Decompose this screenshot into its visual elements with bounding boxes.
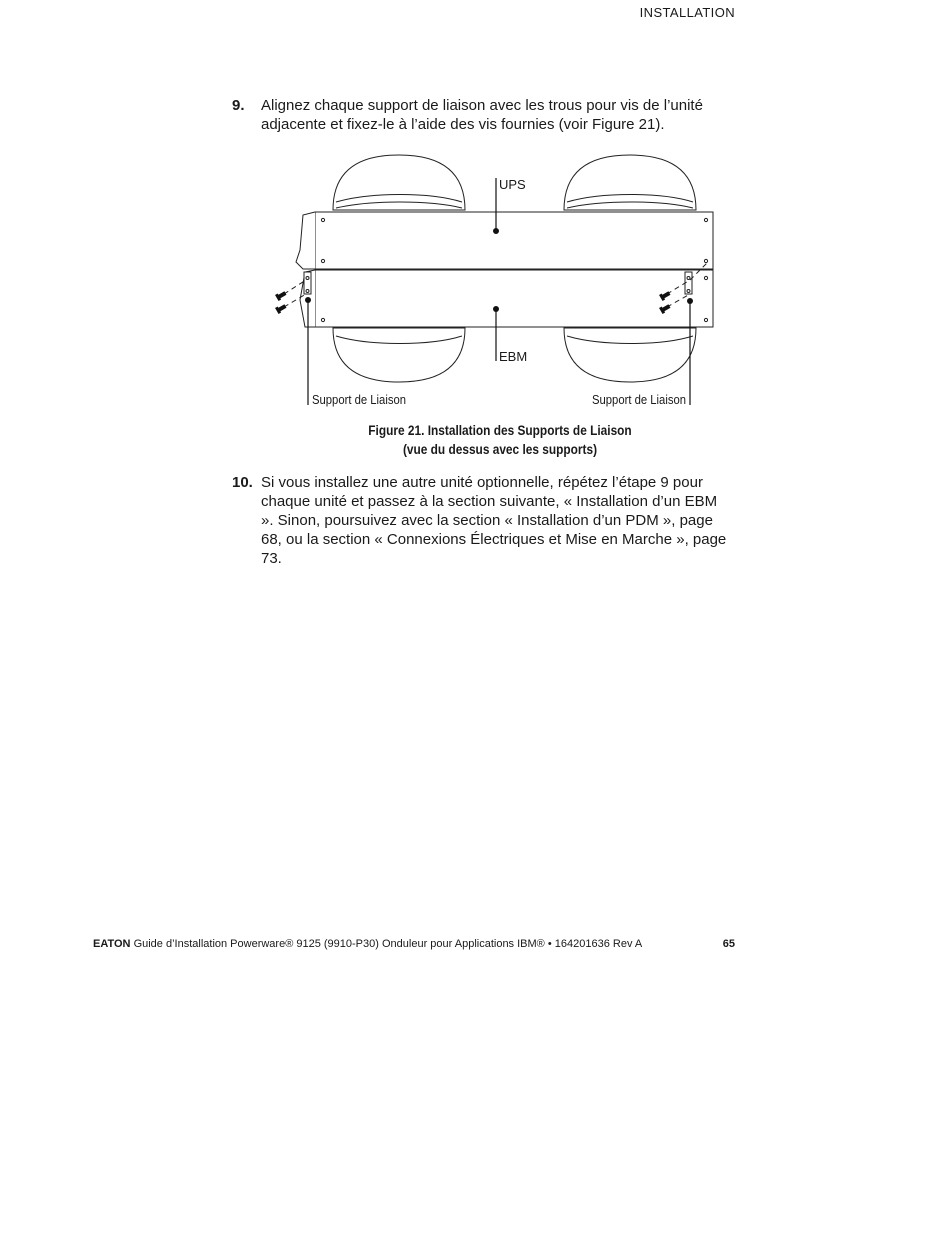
section-header: INSTALLATION — [639, 5, 735, 20]
page-footer — [93, 938, 735, 950]
support-right-label: Support de Liaison — [592, 392, 686, 407]
brand-name: EATON — [93, 938, 131, 950]
support-left-label: Support de Liaison — [312, 392, 406, 407]
figure-21 — [270, 150, 730, 415]
document-title: Guide d’Installation Powerware® 9125 (9910-P30) Onduleur pour Applications IBM® — [133, 938, 545, 950]
top-left-caster — [333, 155, 465, 210]
bottom-left-caster — [333, 328, 465, 382]
top-right-caster — [564, 155, 696, 210]
ups-label: UPS — [499, 177, 526, 192]
figure-caption — [298, 421, 703, 459]
ups-cabinet — [296, 212, 713, 269]
ebm-label: EBM — [499, 349, 528, 364]
step-text: Si vous installez une autre unité optionnelle, répétez l’étape 9 pour chaque unité et passez à la section suivante, « Installation d’un EBM ». Sinon, poursuivez avec la section « Installation d’un PDM », page 68, ou la section « Connexions Électriques et Mise en Marche », page 73. — [261, 474, 727, 567]
step-text: Alignez chaque support de liaison avec les trous pour vis de l’unité adjacente et fixez-le à l’aide des vis fournies (voir Figure 21). — [261, 97, 703, 133]
ebm-cabinet — [300, 270, 713, 327]
step-9 — [232, 96, 732, 134]
caption-line-1: Figure 21. Installation des Supports de Liaison — [368, 423, 632, 438]
step-number: 9. — [232, 97, 245, 114]
right-bonding-bracket — [685, 272, 692, 294]
bottom-right-caster — [564, 328, 696, 382]
bonding-bracket-diagram — [270, 150, 730, 415]
step-10 — [232, 473, 732, 568]
document-number: 164201636 Rev A — [554, 938, 643, 950]
left-bonding-bracket — [304, 272, 311, 294]
caption-line-2: (vue du dessus avec les supports) — [402, 442, 598, 457]
page-number: 65 — [722, 938, 735, 950]
step-number: 10. — [232, 474, 253, 491]
footer-bullet: • — [547, 938, 552, 950]
